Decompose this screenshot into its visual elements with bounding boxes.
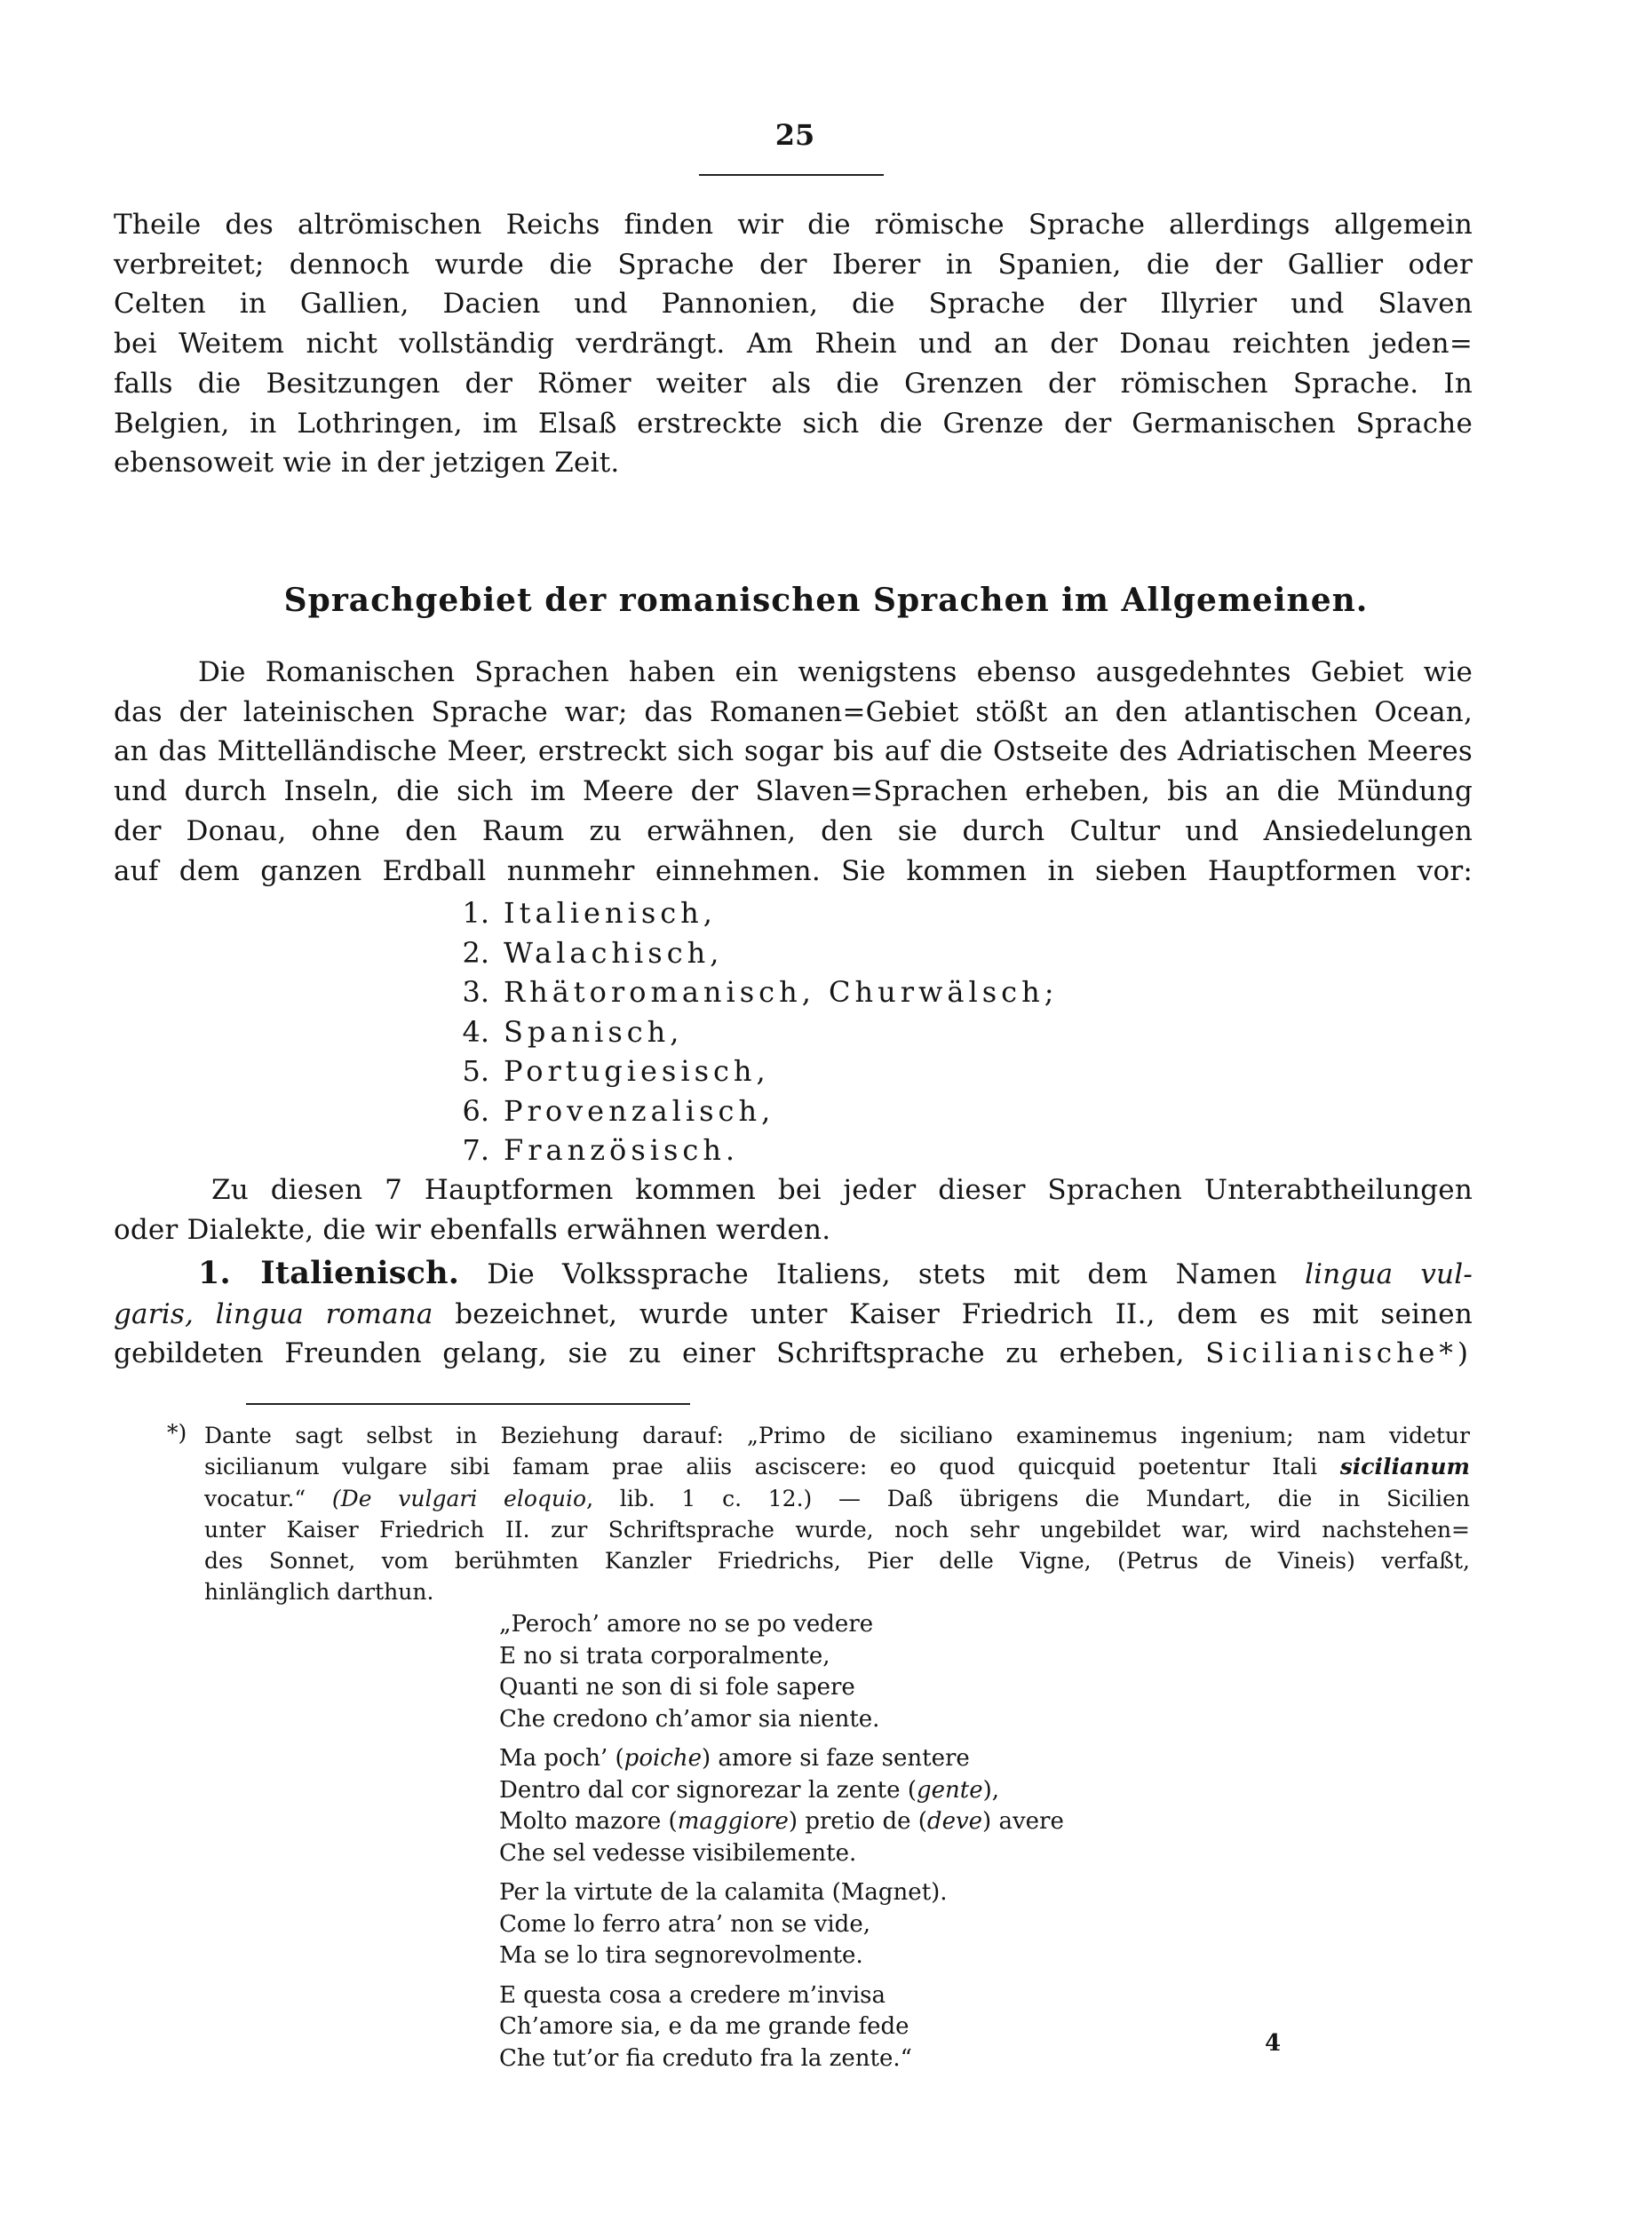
footnote-line: des Sonnet, vom berühmten Kanzler Friedrichs, Pier delle Vigne, (Petrus de Vineis) verfaßt, (204, 1548, 1470, 1575)
stanza (499, 1743, 1064, 1869)
list-item: 3. Rhätoromanisch, Churwälsch; (462, 975, 1059, 1009)
verse: „Peroch’ amore no se po vedere (499, 1611, 874, 1638)
verse: Che tut’or fia creduto fra la zente.“ (499, 2044, 912, 2072)
footnote-line: vocatur.“ (De vulgari eloquio, lib. 1 c. 12.) — Daß übrigens die Mundart, die in Sicilien (204, 1485, 1470, 1511)
verse: Dentro dal cor signorezar la zente (gente), (499, 1776, 1000, 1804)
list-item: 7. Französisch. (462, 1133, 740, 1167)
verse: Ma poch’ (poiche) amore si faze sentere (499, 1745, 970, 1772)
header-rule (699, 174, 884, 176)
footnote-line: Dante sagt selbst in Beziehung darauf: „Primo de siciliano examinemus ingenium; nam videtur (204, 1423, 1470, 1448)
footnote-rule (246, 1403, 690, 1405)
text-line: Belgien, in Lothringen, im Elsaß erstreckte sich die Grenze der Germanischen Sprache (114, 407, 1473, 440)
text-line: das der lateinischen Sprache war; das Romanen=Gebiet stößt an den atlantischen Ocean, (114, 695, 1473, 728)
text-line: der Donau, ohne den Raum zu erwähnen, den sie durch Cultur und Ansiedelungen (114, 814, 1473, 847)
section-heading: Sprachgebiet der romanischen Sprachen im Allgemeinen. (283, 582, 1369, 619)
text-line: auf dem ganzen Erdball nunmehr einnehmen. Sie kommen in sieben Hauptformen vor: (114, 854, 1473, 887)
text-line: Celten in Gallien, Dacien und Pannonien, die Sprache der Illyrier und Slaven (114, 288, 1473, 321)
verse: Ma se lo tira segnorevolmente. (499, 1942, 863, 1969)
dialects-paragraph (114, 1170, 1473, 1249)
footnote (204, 1420, 1470, 1608)
footnote-line: sicilianum vulgare sibi famam prae aliis asciscere: eo quod quicquid poetentur Itali sicilianum (204, 1454, 1470, 1480)
text-line: gebildeten Freunden gelang, sie zu einer Schriftsprache zu erheben, Sicilianische*) (114, 1337, 1473, 1370)
romance-paragraph (114, 653, 1473, 891)
verse: Ch’amore sia, e da me grande fede (499, 2013, 909, 2040)
stanza (499, 1877, 1064, 1972)
list-item: 1. Italienisch, (462, 896, 717, 930)
verse: Molto mazore (maggiore) pretio de (deve) avere (499, 1808, 1064, 1835)
footnote-line: unter Kaiser Friedrich II. zur Schriftsprache wurde, noch sehr ungebildet war, wird nachstehen= (204, 1516, 1470, 1543)
text-line: ebensoweit wie in der jetzigen Zeit. (114, 447, 620, 480)
stanza (499, 1609, 1064, 1735)
text-line: oder Dialekte, die wir ebenfalls erwähnen werden. (114, 1213, 831, 1246)
text-line: Zu diesen 7 Hauptformen kommen bei jeder dieser Sprachen Unterabtheilungen (211, 1174, 1473, 1206)
text-line: garis, lingua romana bezeichnet, wurde unter Kaiser Friedrich II., dem es mit seinen (114, 1297, 1473, 1330)
sonnet (499, 1609, 1064, 2082)
text-line: an das Mittelländische Meer, erstreckt sich sogar bis auf die Ostseite des Adriatischen Meeres (114, 735, 1473, 768)
page-number: 25 (774, 118, 815, 152)
verse: Per la virtute de la calamita (Magnet). (499, 1879, 948, 1906)
footnote-marker: *) (167, 1420, 187, 1446)
text-line: Theile des altrömischen Reichs finden wir die römische Sprache allerdings allgemein (114, 209, 1473, 241)
list-item: 4. Spanisch, (462, 1014, 684, 1049)
verse: E questa cosa a credere m’invisa (499, 1981, 886, 2009)
list-item: 6. Provenzalisch, (462, 1093, 775, 1128)
verse: E no si trata corporalmente, (499, 1642, 830, 1670)
main-forms-list (440, 893, 1058, 1170)
italian-paragraph (114, 1254, 1473, 1374)
text-line: falls die Besitzungen der Römer weiter als die Grenzen der römischen Sprache. In (114, 367, 1473, 400)
text-line: und durch Inseln, die sich im Meere der Slaven=Sprachen erheben, bis an die Mündung (114, 775, 1473, 808)
verse: Che credono ch’amor sia niente. (499, 1705, 880, 1733)
text-line: 1. Italienisch. Die Volkssprache Italiens, stets mit dem Namen lingua vul- (198, 1255, 1473, 1291)
signature-mark: 4 (1265, 2030, 1282, 2057)
verse: Come lo ferro atra’ non se vide, (499, 1910, 870, 1938)
section-label: 1. Italienisch. (198, 1255, 460, 1291)
verse: Che sel vedesse visibilemente. (499, 1839, 857, 1867)
list-item: 5. Portugiesisch, (462, 1054, 770, 1088)
text-line: verbreitet; dennoch wurde die Sprache der Iberer in Spanien, die der Gallier oder (114, 248, 1473, 281)
intro-paragraph (114, 205, 1473, 483)
verse: Quanti ne son di si fole sapere (499, 1674, 855, 1701)
text-line: Die Romanischen Sprachen haben ein wenigstens ebenso ausgedehntes Gebiet wie (198, 656, 1473, 688)
list-item: 2. Walachisch, (462, 935, 724, 970)
stanza (499, 1980, 1064, 2075)
text-line: bei Weitem nicht vollständig verdrängt. Am Rhein und an der Donau reichten jeden= (114, 328, 1473, 361)
footnote-line: hinlänglich darthun. (204, 1579, 434, 1606)
